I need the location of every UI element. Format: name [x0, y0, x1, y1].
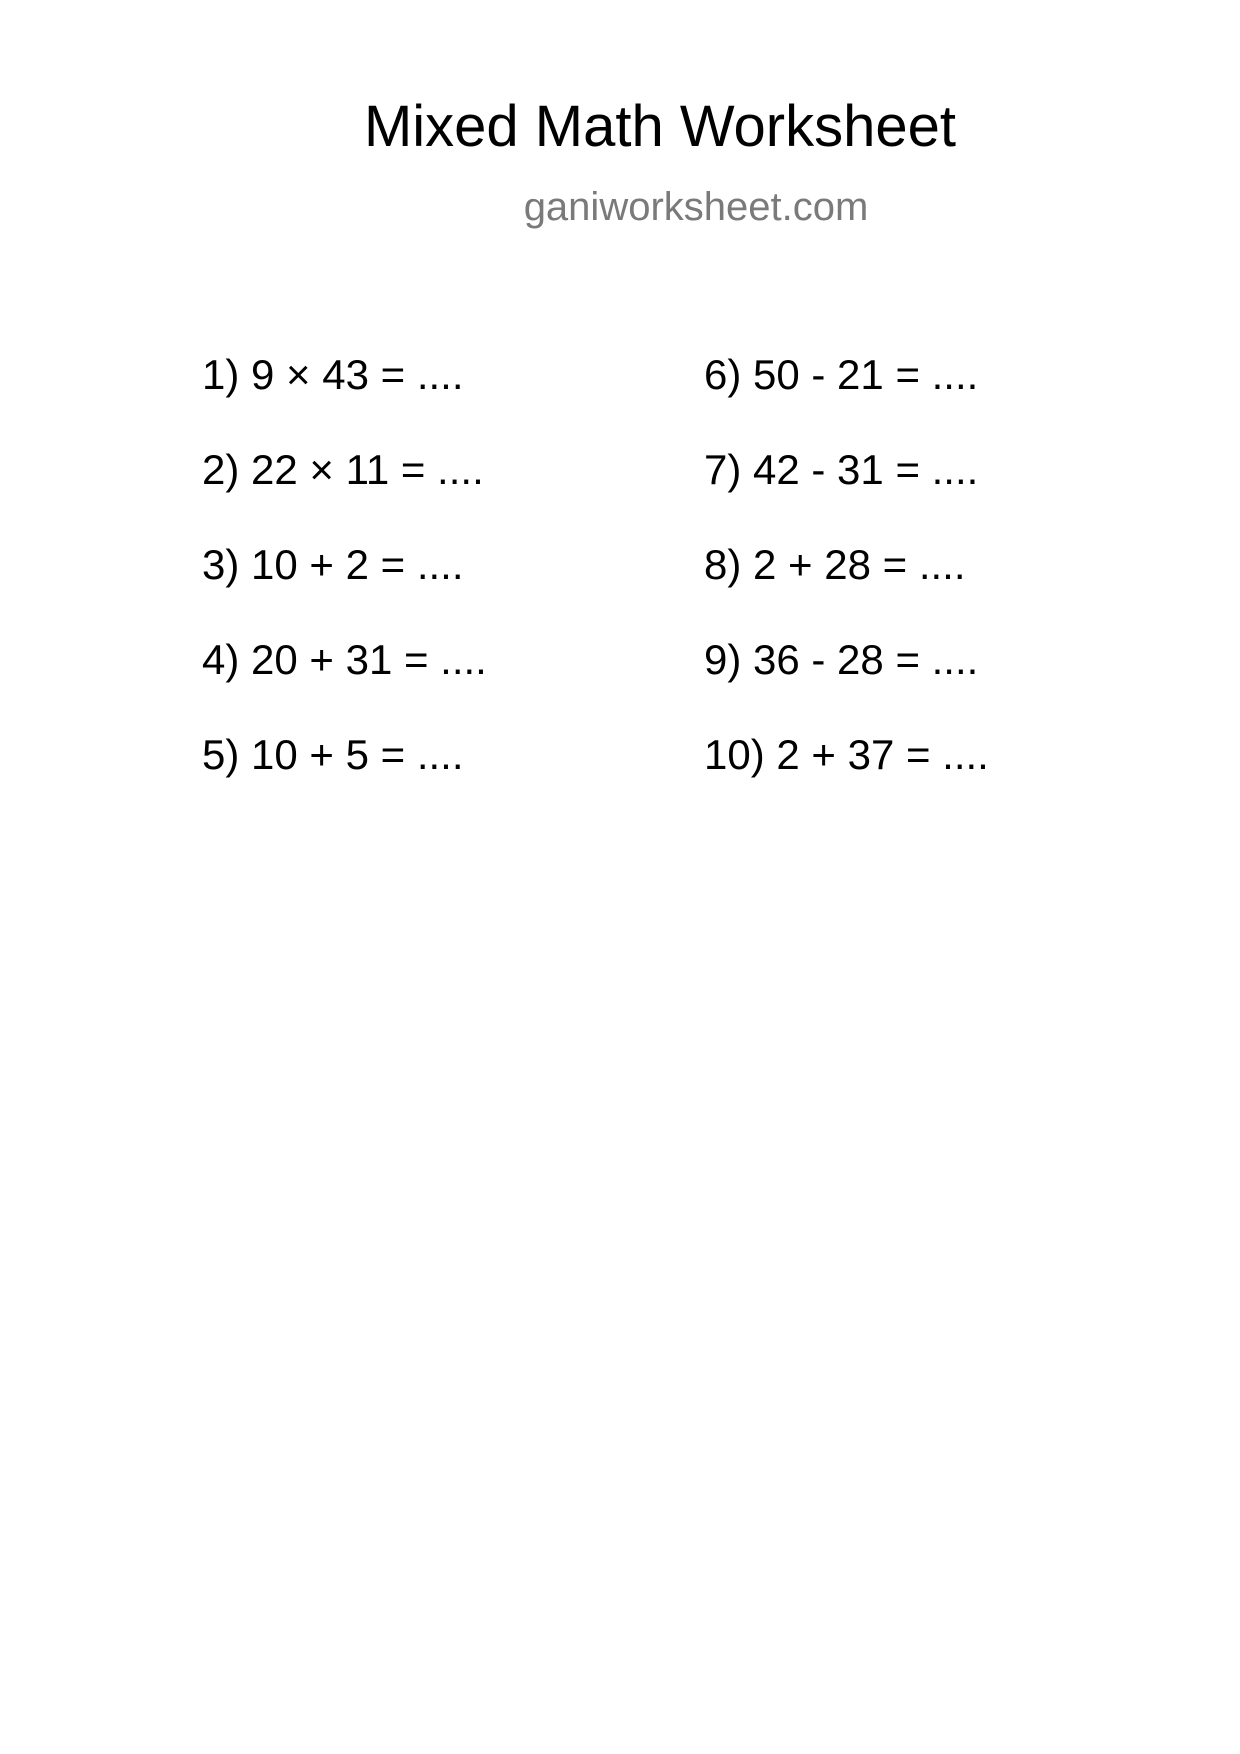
problem-2: 2) 22 × 11 = ....: [202, 446, 484, 493]
problem-5: 5) 10 + 5 = ....: [202, 731, 464, 778]
problem-9: 9) 36 - 28 = ....: [704, 636, 979, 683]
problems-column-right: [704, 351, 989, 829]
source-website: ganiworksheet.com: [523, 185, 869, 229]
problem-4: 4) 20 + 31 = ....: [202, 636, 487, 683]
problems-column-left: [202, 351, 487, 829]
problem-1: 1) 9 × 43 = ....: [202, 351, 464, 398]
problem-10: 10) 2 + 37 = ....: [704, 731, 989, 778]
problem-3: 3) 10 + 2 = ....: [202, 541, 464, 588]
problem-7: 7) 42 - 31 = ....: [704, 446, 979, 493]
worksheet-title: Mixed Math Worksheet: [363, 94, 957, 159]
problem-6: 6) 50 - 21 = ....: [704, 351, 979, 398]
problem-8: 8) 2 + 28 = ....: [704, 541, 966, 588]
